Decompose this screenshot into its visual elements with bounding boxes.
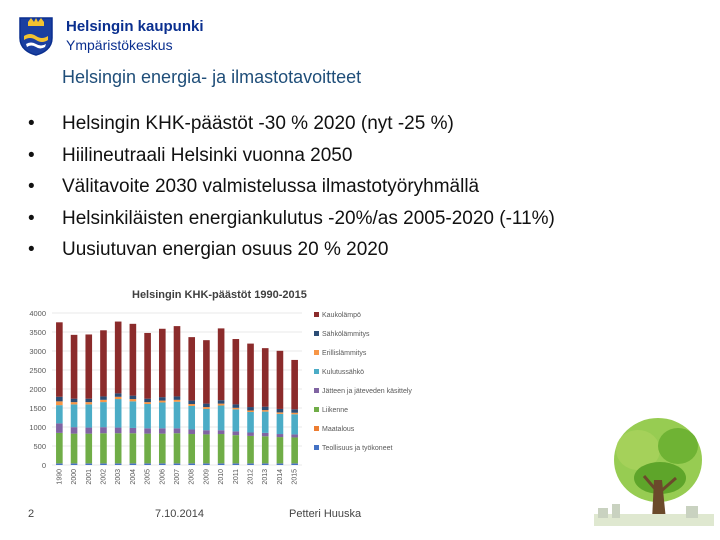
bar-segment: [144, 402, 151, 404]
bar-segment: [159, 463, 166, 465]
x-tick-label: 2012: [247, 469, 255, 485]
bar-segment: [174, 402, 181, 429]
bar-segment: [233, 409, 240, 431]
bar-segment: [188, 337, 195, 400]
bar-segment: [56, 463, 63, 465]
bar-segment: [218, 463, 225, 465]
legend-label: Erillislämmitys: [322, 350, 367, 357]
bar-segment: [71, 434, 78, 464]
bar-segment: [233, 435, 240, 463]
bar-segment: [144, 428, 151, 433]
bar-segment: [203, 463, 210, 465]
bar-segment: [85, 463, 92, 465]
bar-segment: [247, 463, 254, 465]
bar-segment: [262, 463, 269, 465]
x-tick-label: 2014: [276, 469, 284, 485]
x-tick-label: 2001: [85, 469, 93, 485]
bar-segment: [277, 463, 284, 465]
bar-segment: [218, 434, 225, 463]
bar-segment: [144, 333, 151, 399]
y-tick-label: 0: [41, 461, 46, 470]
bar-segment: [144, 399, 151, 402]
bar-segment: [144, 463, 151, 465]
bar-segment: [277, 351, 284, 409]
bullet-dot: •: [28, 239, 35, 260]
bar-segment: [262, 410, 269, 412]
bullet-text: Uusiutuvan energian osuus 20 % 2020: [62, 239, 389, 260]
bar-segment: [291, 434, 298, 437]
bar-segment: [233, 339, 240, 404]
slide-title: Helsingin energia- ja ilmastotavoitteet: [62, 67, 362, 87]
bar-segment: [71, 399, 78, 402]
bar-segment: [247, 344, 254, 407]
bar-segment: [100, 402, 107, 427]
bullet-text: Helsinkiläisten energiankulutus -20%/as 2005-2020 (-11%): [62, 207, 555, 229]
bar-segment: [218, 430, 225, 434]
bar-segment: [100, 330, 107, 396]
bar-segment: [174, 400, 181, 402]
org-unit: Ympäristökeskus: [66, 37, 173, 53]
bar-segment: [262, 407, 269, 410]
y-tick-label: 4000: [29, 309, 46, 318]
y-tick-label: 3000: [29, 347, 46, 356]
bar-segment: [115, 428, 122, 434]
bar-segment: [100, 400, 107, 402]
x-tick-label: 2002: [100, 469, 108, 485]
bar-segment: [85, 334, 92, 398]
bar-segment: [247, 412, 254, 433]
x-tick-label: 2009: [203, 469, 211, 485]
bar-segment: [203, 407, 210, 409]
bar-segment: [100, 427, 107, 433]
bar-segment: [188, 406, 195, 430]
x-tick-label: 2010: [218, 469, 226, 485]
bar-segment: [203, 430, 210, 434]
bar-segment: [277, 412, 284, 414]
bar-segment: [56, 423, 63, 433]
tree-graphic: [590, 410, 718, 538]
chart-x-axis: [56, 469, 298, 485]
legend-label: Maatalous: [322, 426, 355, 433]
bar-segment: [130, 399, 137, 401]
bar-segment: [277, 414, 284, 434]
bar-segment: [188, 404, 195, 406]
bullet-dot: •: [28, 176, 35, 197]
x-tick-label: 2013: [262, 469, 270, 485]
bar-segment: [71, 427, 78, 433]
bar-segment: [115, 322, 122, 394]
bar-segment: [291, 463, 298, 465]
bar-segment: [188, 463, 195, 465]
emissions-chart: [20, 283, 460, 498]
legend-swatch: [314, 312, 319, 317]
y-tick-label: 2500: [29, 366, 46, 375]
bar-segment: [115, 399, 122, 428]
bar-segment: [262, 436, 269, 463]
legend-swatch: [314, 426, 319, 431]
bar-segment: [203, 340, 210, 403]
x-tick-label: 2008: [188, 469, 196, 485]
bar-segment: [85, 402, 92, 404]
x-tick-label: 1990: [56, 469, 64, 485]
footer-date: 7.10.2014: [155, 508, 204, 520]
bar-segment: [247, 436, 254, 463]
bullet-dot: •: [28, 144, 35, 166]
helsinki-crest-icon: [18, 16, 54, 56]
bar-segment: [159, 397, 166, 400]
bar-segment: [130, 433, 137, 463]
legend-swatch: [314, 331, 319, 336]
bar-segment: [291, 360, 298, 409]
legend-swatch: [314, 445, 319, 450]
bar-segment: [218, 328, 225, 400]
bar-segment: [218, 404, 225, 406]
legend-swatch: [314, 369, 319, 374]
bar-segment: [115, 433, 122, 463]
bar-segment: [159, 434, 166, 464]
bar-segment: [85, 428, 92, 434]
bar-segment: [262, 348, 269, 407]
y-tick-label: 500: [33, 442, 46, 451]
bar-segment: [174, 396, 181, 399]
bar-segment: [159, 428, 166, 433]
x-tick-label: 2015: [291, 469, 299, 485]
bar-segment: [130, 324, 137, 396]
y-tick-label: 3500: [29, 328, 46, 337]
x-tick-label: 2005: [144, 469, 152, 485]
bar-segment: [115, 393, 122, 396]
y-tick-label: 2000: [29, 385, 46, 394]
bullet-text: Välitavoite 2030 valmistelussa ilmastotyöryhmällä: [62, 176, 480, 197]
bullet-dot: •: [28, 207, 35, 229]
legend-label: Jätteen ja jäteveden käsittely: [322, 388, 412, 395]
bar-segment: [174, 433, 181, 463]
bar-segment: [277, 434, 284, 437]
x-tick-label: 2000: [71, 469, 79, 485]
x-tick-label: 2007: [174, 469, 181, 485]
bar-segment: [262, 412, 269, 433]
bar-segment: [247, 407, 254, 410]
bar-segment: [247, 410, 254, 412]
bar-segment: [262, 433, 269, 436]
bar-segment: [233, 408, 240, 410]
bar-segment: [188, 401, 195, 404]
bar-segment: [71, 335, 78, 399]
bar-segment: [144, 434, 151, 464]
y-tick-label: 1500: [29, 404, 46, 413]
x-tick-label: 2003: [115, 469, 123, 485]
bar-segment: [218, 400, 225, 403]
bar-segment: [174, 428, 181, 433]
legend-swatch: [314, 350, 319, 355]
legend-label: Kulutussähkö: [322, 369, 365, 376]
y-tick-label: 1000: [29, 423, 46, 432]
bar-segment: [56, 401, 63, 405]
legend-label: Sähkölämmitys: [322, 331, 370, 338]
page-number: 2: [28, 508, 35, 520]
x-tick-label: 2011: [232, 469, 240, 485]
bar-segment: [233, 463, 240, 465]
chart-y-axis: [29, 309, 46, 470]
bar-segment: [100, 433, 107, 463]
bar-segment: [203, 404, 210, 407]
chart-legend: [314, 312, 412, 452]
legend-label: Liikenne: [322, 407, 349, 414]
bar-segment: [130, 428, 137, 433]
bar-segment: [100, 396, 107, 399]
x-tick-label: 2004: [129, 469, 137, 485]
bar-segment: [85, 434, 92, 464]
bar-segment: [85, 399, 92, 402]
legend-label: Teollisuus ja työkoneet: [322, 445, 393, 452]
legend-swatch: [314, 407, 319, 412]
bar-segment: [233, 404, 240, 407]
bar-segment: [56, 405, 63, 423]
bullet-text: Helsingin KHK-päästöt -30 % 2020 (nyt -25 %): [62, 113, 454, 134]
bar-segment: [291, 414, 298, 434]
bar-segment: [291, 409, 298, 412]
bar-segment: [218, 406, 225, 431]
bar-segment: [291, 413, 298, 415]
bar-segment: [159, 329, 166, 397]
bar-segment: [115, 463, 122, 465]
bar-segment: [71, 404, 78, 427]
bar-segment: [100, 463, 107, 465]
chart-title: Helsingin KHK-päästöt 1990-2015: [132, 289, 307, 301]
bar-segment: [130, 396, 137, 399]
bar-segment: [85, 404, 92, 427]
bar-segment: [203, 409, 210, 430]
bar-segment: [130, 401, 137, 428]
legend-label: Kaukolämpö: [322, 312, 361, 319]
bar-segment: [71, 402, 78, 404]
bar-segment: [71, 463, 78, 465]
bar-segment: [159, 401, 166, 403]
bar-segment: [144, 404, 151, 428]
city-logo: [18, 14, 208, 58]
bullet-dot: •: [28, 113, 35, 134]
bar-segment: [56, 397, 63, 402]
bar-segment: [277, 437, 284, 463]
org-name: Helsingin kaupunki: [66, 18, 204, 35]
bar-segment: [291, 437, 298, 463]
bar-segment: [203, 434, 210, 463]
bar-segment: [277, 409, 284, 412]
bar-segment: [188, 429, 195, 434]
bar-segment: [188, 434, 195, 463]
bar-segment: [233, 431, 240, 435]
legend-swatch: [314, 388, 319, 393]
bar-segment: [247, 433, 254, 436]
chart-bars: [56, 322, 298, 465]
x-tick-label: 2006: [159, 469, 167, 485]
bar-segment: [174, 463, 181, 465]
bar-segment: [159, 402, 166, 428]
bar-segment: [115, 397, 122, 399]
bar-segment: [130, 463, 137, 465]
bar-segment: [56, 433, 63, 463]
bar-segment: [56, 322, 63, 396]
bullet-text: Hiilineutraali Helsinki vuonna 2050: [62, 144, 353, 166]
footer-author: Petteri Huuska: [289, 508, 362, 520]
bar-segment: [174, 326, 181, 396]
